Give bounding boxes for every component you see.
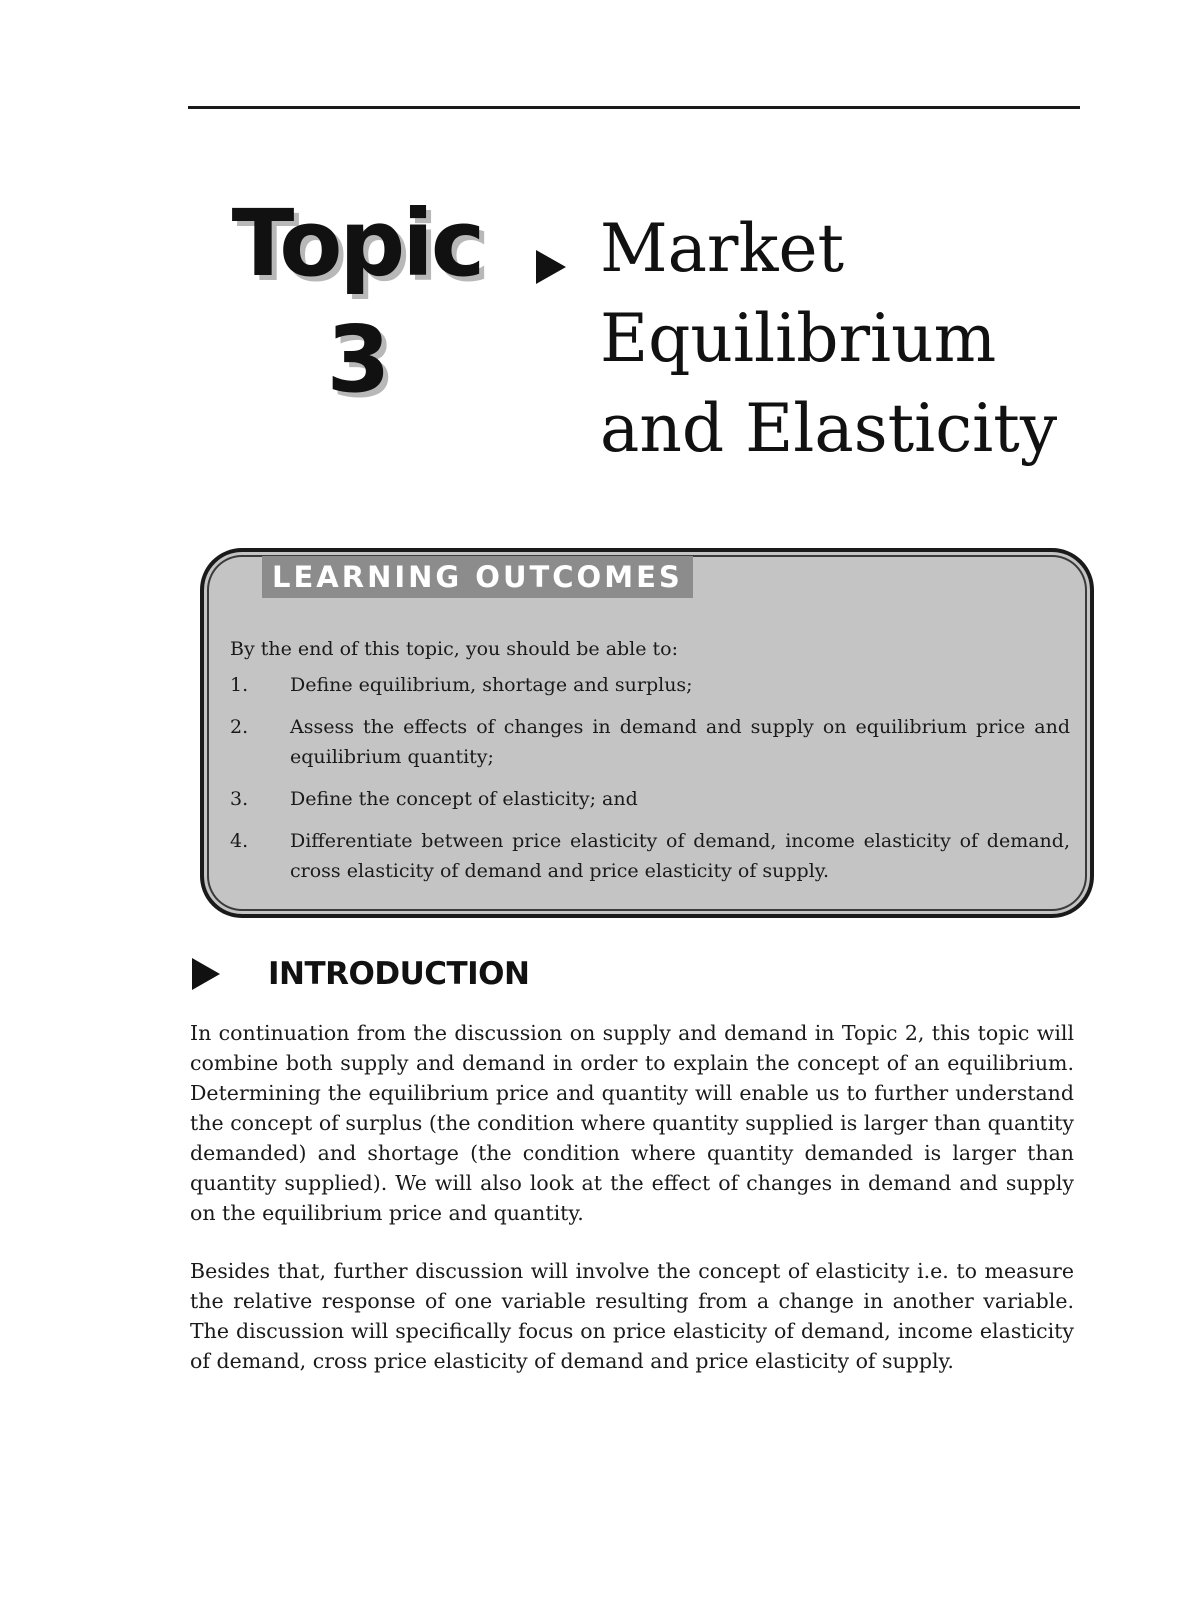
list-item: [230, 826, 1070, 886]
learning-outcomes-intro: By the end of this topic, you should be able to:: [230, 638, 679, 660]
learning-outcomes-heading: LEARNING OUTCOMES: [262, 556, 693, 598]
list-item-text: Assess the effects of changes in demand and supply on equilibrium price and equilibrium quantity;: [290, 716, 1070, 768]
list-item: [230, 712, 1070, 772]
chapter-title: [600, 204, 1120, 474]
introduction-heading: [192, 952, 529, 996]
chapter-title-line: Equilibrium: [600, 300, 997, 377]
triangle-right-icon: [192, 958, 220, 990]
learning-outcomes-list: [230, 670, 1070, 898]
chapter-title-line: Market: [600, 210, 845, 287]
topic-number: 3: [326, 306, 388, 413]
list-item-text: Differentiate between price elasticity of demand, income elasticity of demand, cross elasticity of demand and price elasticity of supply.: [290, 830, 1070, 882]
section-title: INTRODUCTION: [268, 956, 530, 992]
triangle-right-icon: [536, 250, 566, 284]
chapter-title-line: and Elasticity: [600, 390, 1058, 467]
header-rule: [188, 106, 1080, 109]
topic-word: Topic: [231, 190, 483, 297]
list-item-number: 3.: [230, 788, 249, 810]
list-item: [230, 670, 1070, 700]
list-item: [230, 784, 1070, 814]
list-item-number: 1.: [230, 674, 249, 696]
introduction-paragraph: Besides that, further discussion will involve the concept of elasticity i.e. to measure the relative response of one variable resulting from a change in another variable. The discussion will specifically focus on price elasticity of demand, income elasticity of demand, cross price elasticity of demand and price elasticity of supply.: [190, 1259, 1074, 1373]
list-item-number: 2.: [230, 716, 249, 738]
list-item-text: Define the concept of elasticity; and: [290, 788, 638, 810]
introduction-paragraph: In continuation from the discussion on supply and demand in Topic 2, this topic will combine both supply and demand in order to explain the concept of an equilibrium. Determining the equilibrium price and quantity will enable us to further understand the concept of surplus (the condition where quantity supplied is larger than quantity demanded) and shortage (the condition where quantity demanded is larger than quantity supplied). We will also look at the effect of changes in demand and supply on the equilibrium price and quantity.: [190, 1021, 1074, 1225]
list-item-number: 4.: [230, 830, 249, 852]
learning-outcomes-box: [200, 548, 1094, 918]
list-item-text: Define equilibrium, shortage and surplus;: [290, 674, 693, 696]
topic-label: [222, 190, 492, 413]
